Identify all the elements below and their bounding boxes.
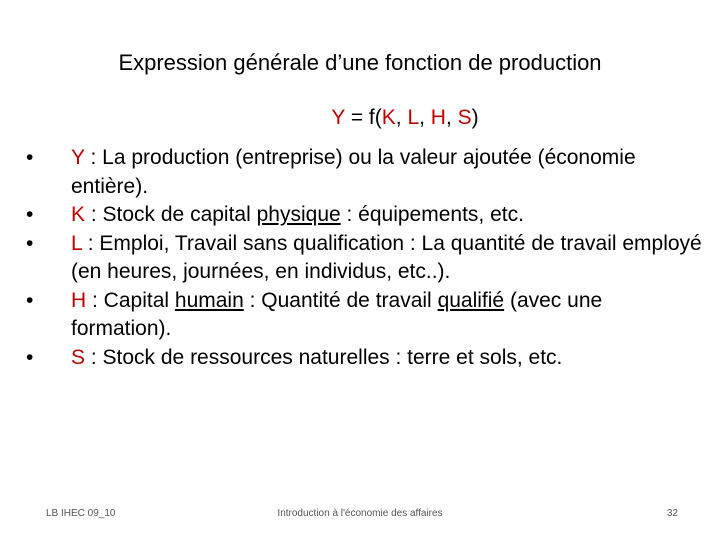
bullet-underlined-term: humain [174, 288, 244, 312]
bullet-dot-icon: • [26, 146, 34, 169]
footer-course-code: LB IHEC 09_10 [46, 508, 116, 519]
bullet-item-k [26, 201, 706, 230]
bullet-letter: K [71, 203, 86, 226]
bullet-dot-icon: • [26, 203, 34, 226]
formula-sep: , [419, 106, 431, 129]
bullet-text: : Quantité de travail [243, 288, 438, 312]
formula-y: Y [331, 106, 345, 129]
bullet-item-y [26, 144, 706, 201]
slide-title: Expression générale d’une fonction de production [118, 50, 602, 75]
production-function-formula [0, 104, 720, 132]
formula-sep: , [445, 106, 458, 129]
bullet-text: : Stock de capital [85, 203, 257, 226]
footer-page-number: 32 [666, 508, 678, 519]
bullet-item-h [26, 287, 706, 344]
bullet-list [26, 144, 706, 372]
bullet-dot-icon: • [26, 288, 34, 312]
bullet-letter: L [71, 231, 82, 255]
bullet-text: : équipements, etc. [340, 203, 524, 226]
bullet-text: : Emploi, Travail sans qualification : La quantité de travail employé (en heures, journées, en individus, etc..). [71, 231, 702, 283]
bullet-dot-icon: • [26, 345, 34, 369]
bullet-letter: S [71, 345, 86, 369]
bullet-item-l [26, 230, 706, 287]
formula-eq: = f( [344, 106, 382, 129]
formula-sep: , [395, 106, 408, 129]
formula-s: S [457, 106, 472, 129]
bullet-text: : Stock de ressources naturelles : terre et sols, etc. [85, 345, 563, 369]
formula-k: K [381, 106, 396, 129]
bullet-underlined-term: qualifié [437, 288, 505, 312]
footer-course-title: Introduction à l'économie des affaires [277, 508, 443, 519]
bullet-item-s [26, 344, 706, 373]
bullet-letter: H [71, 288, 87, 312]
bullet-text: : La production (entreprise) ou la valeur ajoutée (économie entière). [71, 146, 636, 198]
bullet-text: (avec une formation). [71, 288, 603, 340]
bullet-letter: Y [71, 146, 85, 169]
bullet-dot-icon: • [26, 231, 34, 255]
bullet-underlined-term: physique [256, 203, 341, 226]
formula-close: ) [471, 106, 479, 129]
formula-l: L [407, 106, 420, 129]
formula-h: H [430, 106, 446, 129]
bullet-text: : Capital [86, 288, 175, 312]
